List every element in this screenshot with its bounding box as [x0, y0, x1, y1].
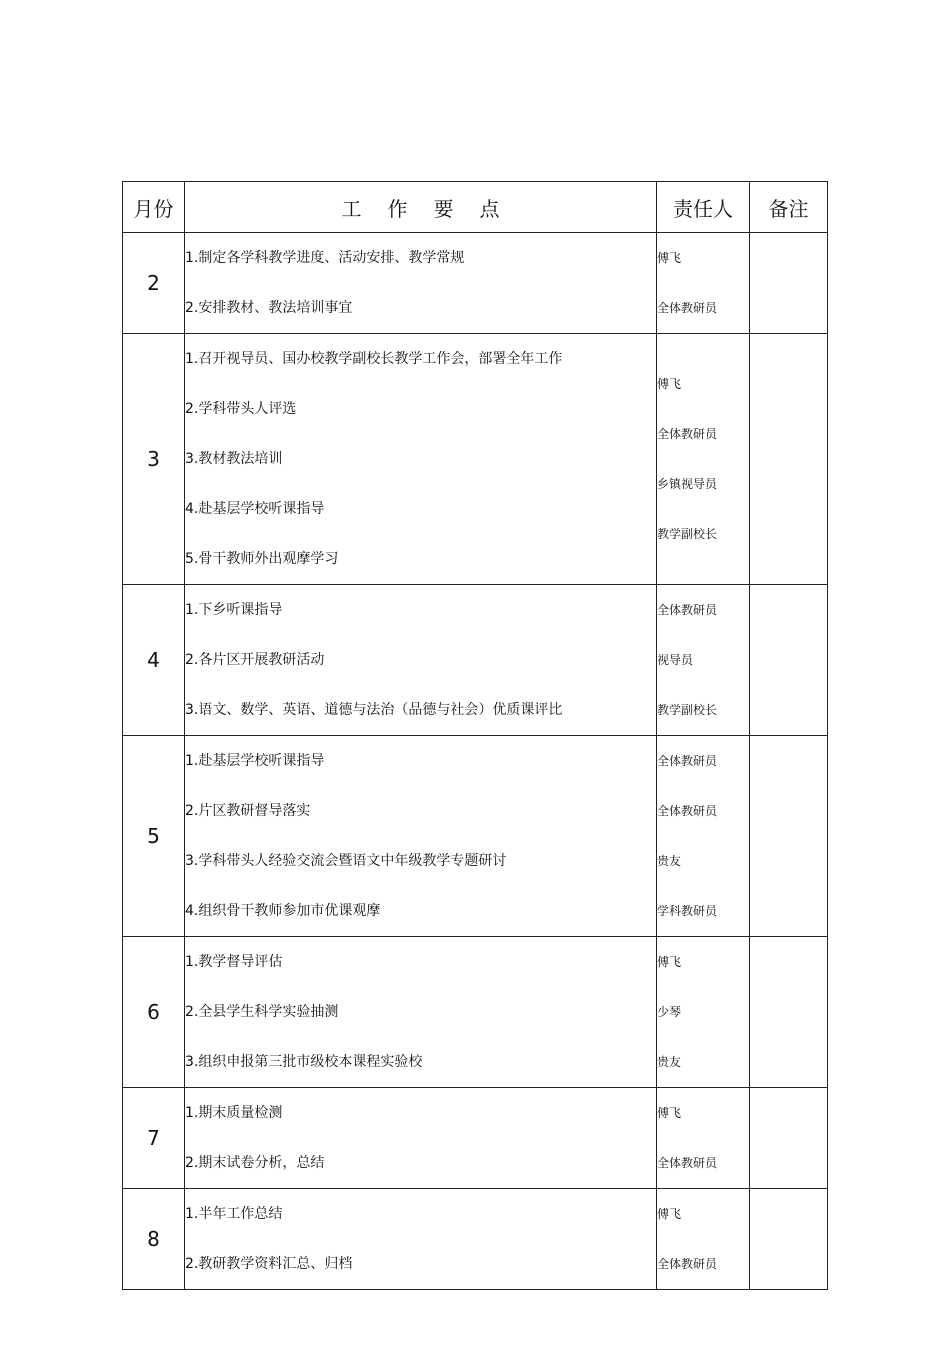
work-item: 1.期末质量检测 [185, 1105, 283, 1121]
owner-item: 全体教研员 [657, 603, 718, 617]
month-cell: 2 [123, 233, 185, 334]
note-cell [750, 1088, 828, 1189]
owner-item: 傅飞 [657, 1106, 682, 1120]
owner-item: 全体教研员 [657, 1156, 718, 1170]
work-item: 2.期末试卷分析，总结 [185, 1155, 325, 1171]
owner-item: 全体教研员 [657, 754, 718, 768]
work-item: 3.语文、数学、英语、道德与法治（品德与社会）优质课评比 [185, 702, 563, 718]
owner-item: 贵友 [657, 1055, 682, 1069]
owner-item: 傅飞 [657, 1207, 682, 1221]
month-cell: 8 [123, 1189, 185, 1290]
owner-cell [657, 233, 750, 334]
work-item: 4.组织骨干教师参加市优课观摩 [185, 903, 381, 919]
work-item: 1.制定各学科教学进度、活动安排、教学常规 [185, 250, 465, 266]
month-cell: 7 [123, 1088, 185, 1189]
owner-cell [657, 1088, 750, 1189]
work-item: 2.各片区开展教研活动 [185, 652, 325, 668]
work-item: 2.学科带头人评选 [185, 401, 297, 417]
header-work: 工作要点 [185, 182, 657, 233]
work-item: 1.赴基层学校听课指导 [185, 753, 325, 769]
work-item: 3.学科带头人经验交流会暨语文中年级教学专题研讨 [185, 853, 507, 869]
work-item: 4.赴基层学校听课指导 [185, 501, 325, 517]
owner-item: 教学副校长 [657, 527, 718, 541]
month-cell: 5 [123, 736, 185, 937]
work-item: 3.组织申报第三批市级校本课程实验校 [185, 1054, 423, 1070]
month-cell: 6 [123, 937, 185, 1088]
work-item: 1.下乡听课指导 [185, 602, 283, 618]
work-cell [185, 937, 657, 1088]
owner-item: 傅飞 [657, 377, 682, 391]
table-row [123, 1088, 828, 1189]
work-item: 5.骨干教师外出观摩学习 [185, 551, 339, 567]
note-cell [750, 736, 828, 937]
work-cell [185, 233, 657, 334]
work-item: 1.半年工作总结 [185, 1206, 283, 1222]
note-cell [750, 334, 828, 585]
header-row [123, 182, 828, 233]
table-row [123, 334, 828, 585]
owner-cell [657, 937, 750, 1088]
owner-cell [657, 736, 750, 937]
work-cell [185, 736, 657, 937]
table-row [123, 1189, 828, 1290]
note-cell [750, 585, 828, 736]
note-cell [750, 1189, 828, 1290]
month-cell: 4 [123, 585, 185, 736]
work-cell [185, 585, 657, 736]
work-cell [185, 1189, 657, 1290]
table-row [123, 937, 828, 1088]
owner-item: 贵友 [657, 854, 682, 868]
work-item: 1.召开视导员、国办校教学副校长教学工作会，部署全年工作 [185, 351, 563, 367]
owner-item: 全体教研员 [657, 427, 718, 441]
work-item: 2.片区教研督导落实 [185, 803, 311, 819]
month-cell: 3 [123, 334, 185, 585]
note-cell [750, 937, 828, 1088]
work-item: 3.教材教法培训 [185, 451, 283, 467]
work-cell [185, 334, 657, 585]
work-item: 2.安排教材、教法培训事宜 [185, 300, 353, 316]
owner-cell [657, 334, 750, 585]
owner-item: 傅飞 [657, 251, 682, 265]
owner-item: 少琴 [657, 1005, 682, 1019]
owner-item: 视导员 [657, 653, 694, 667]
owner-item: 全体教研员 [657, 804, 718, 818]
work-cell [185, 1088, 657, 1189]
owner-item: 教学副校长 [657, 703, 718, 717]
table-row [123, 736, 828, 937]
header-note: 备注 [750, 182, 828, 233]
header-owner: 责任人 [657, 182, 750, 233]
owner-cell [657, 1189, 750, 1290]
note-cell [750, 233, 828, 334]
owner-cell [657, 585, 750, 736]
table-row [123, 585, 828, 736]
work-item: 1.教学督导评估 [185, 954, 283, 970]
owner-item: 全体教研员 [657, 301, 718, 315]
owner-item: 学科教研员 [657, 904, 718, 918]
work-item: 2.教研教学资料汇总、归档 [185, 1256, 353, 1272]
owner-item: 乡镇视导员 [657, 477, 718, 491]
owner-item: 傅飞 [657, 955, 682, 969]
owner-item: 全体教研员 [657, 1257, 718, 1271]
header-month: 月份 [123, 182, 185, 233]
work-plan-table [122, 181, 828, 1290]
table-row [123, 233, 828, 334]
work-item: 2.全县学生科学实验抽测 [185, 1004, 339, 1020]
